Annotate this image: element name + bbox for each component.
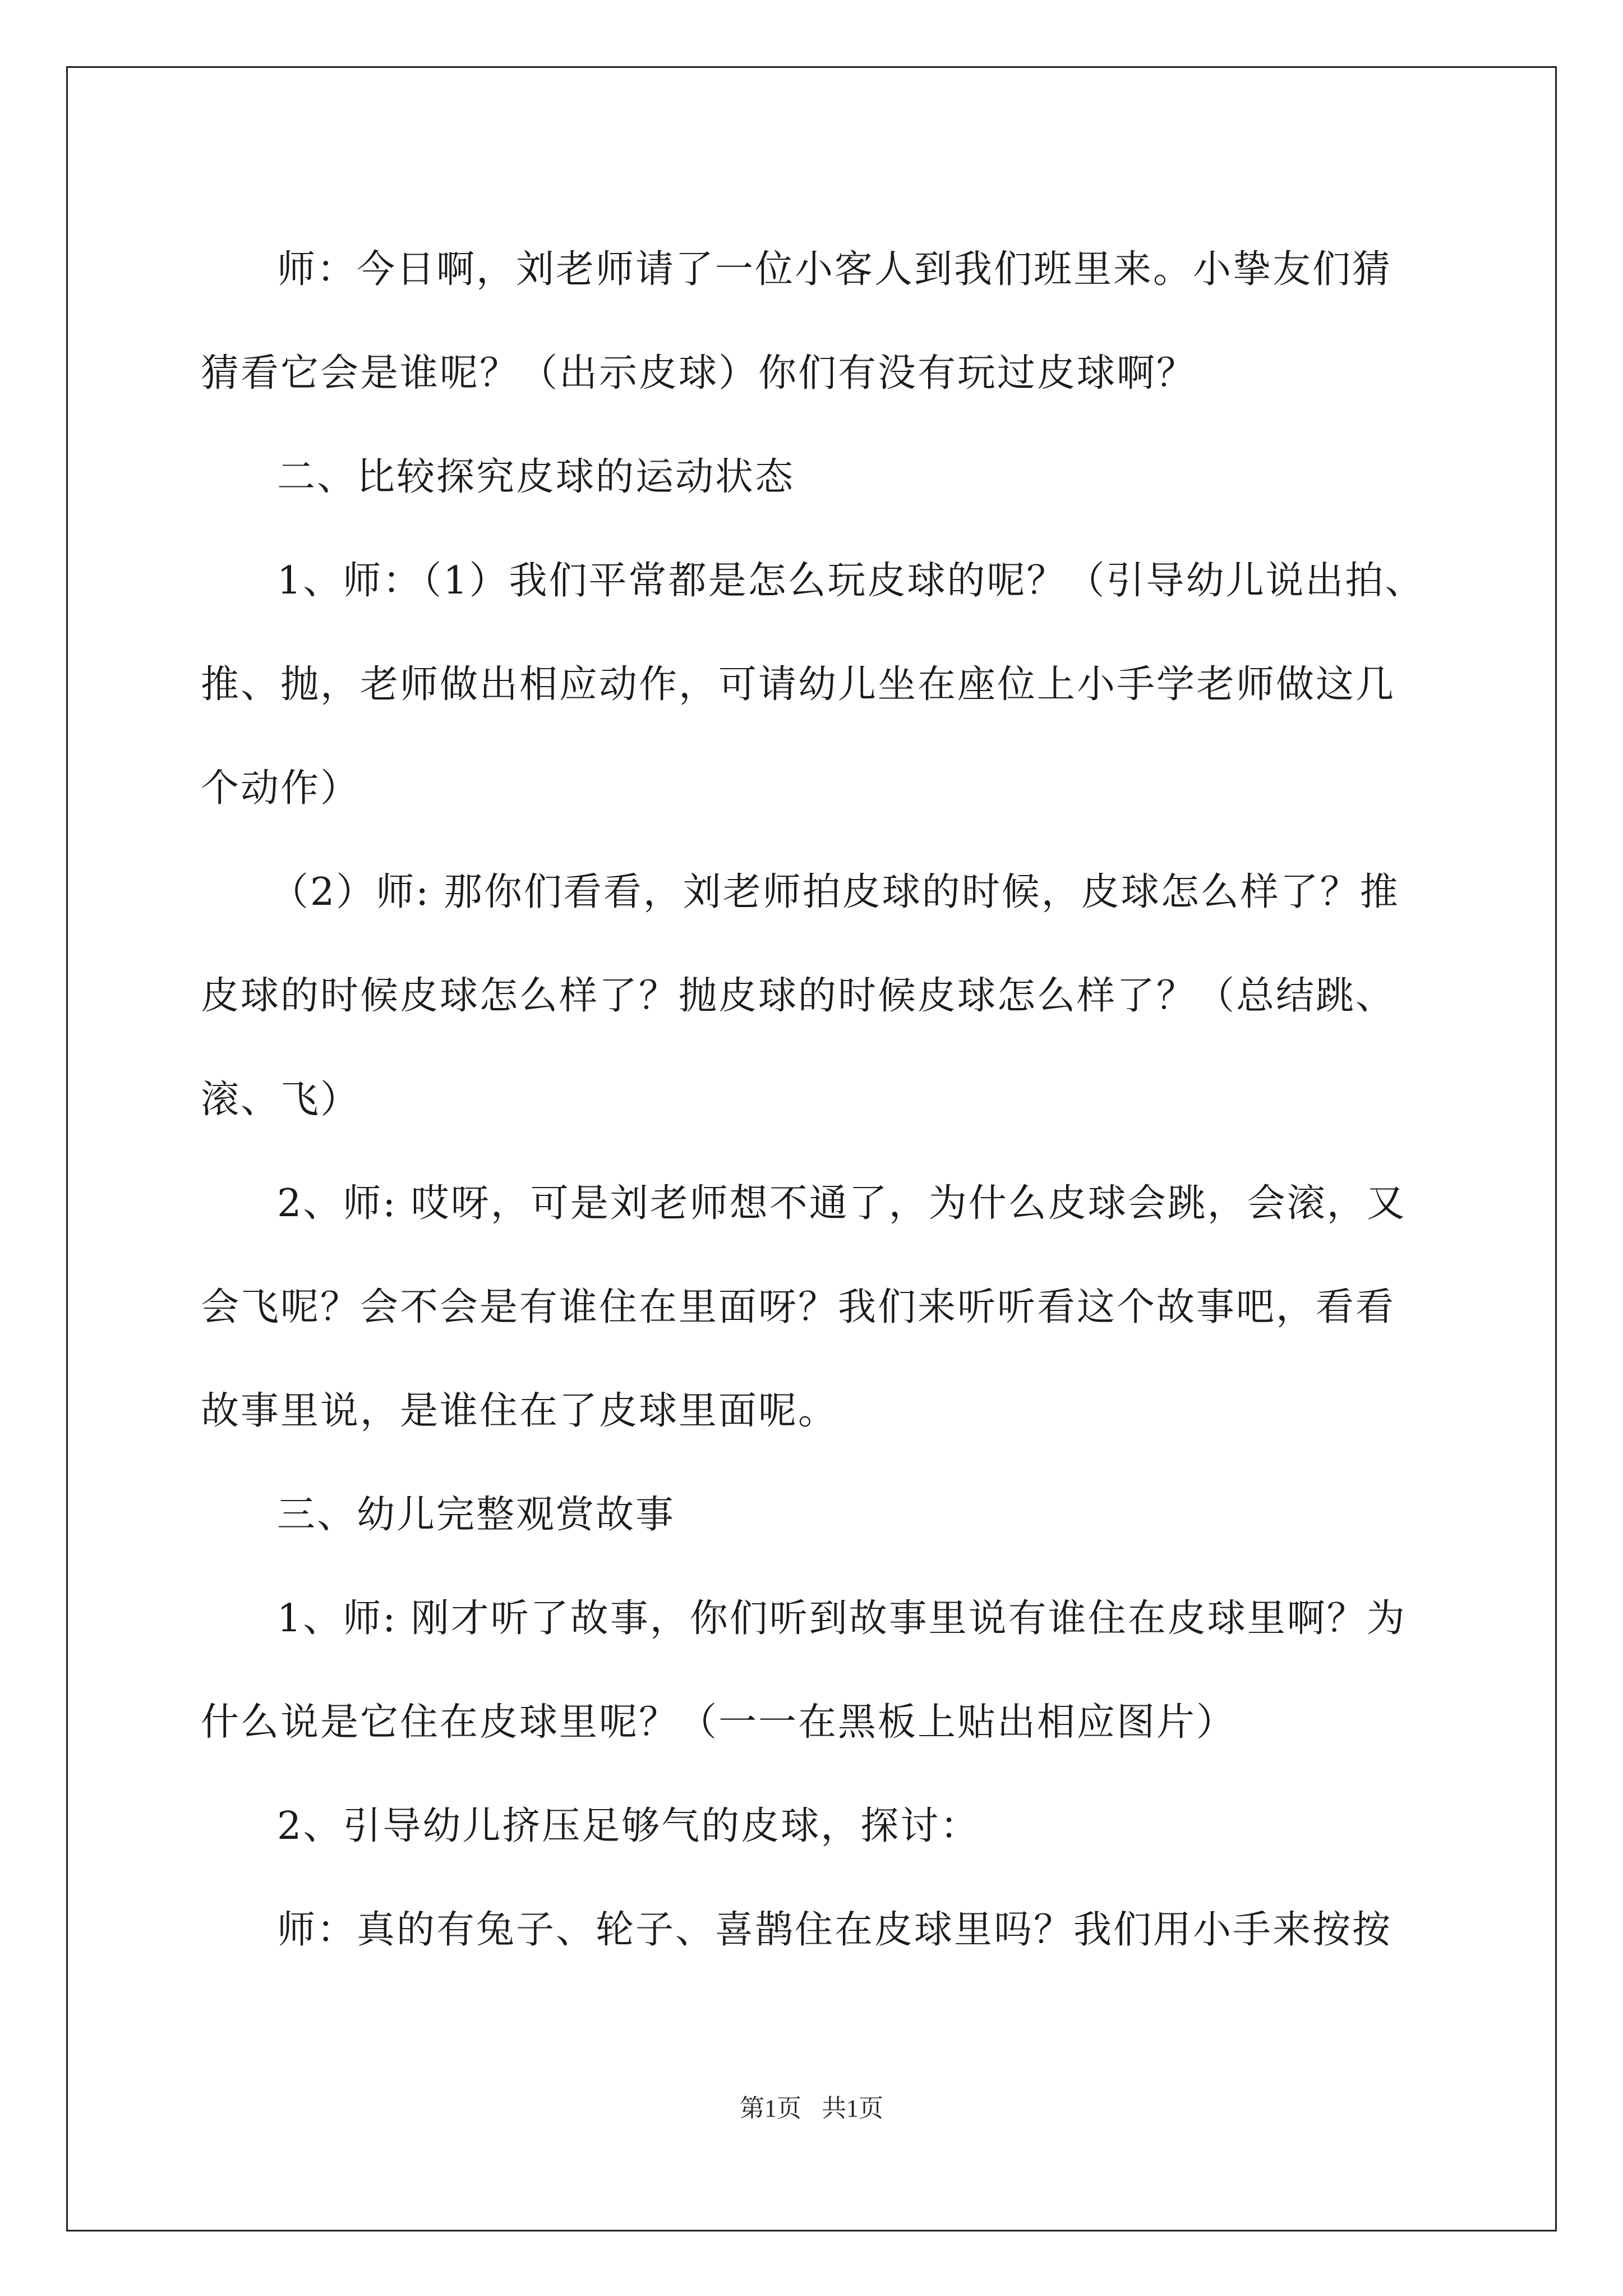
paragraph-line: 推、抛，老师做出相应动作，可请幼儿坐在座位上小手学老师做这几	[201, 662, 1396, 707]
paragraph-line: 故事里说，是谁住在了皮球里面呢。	[201, 1389, 838, 1433]
section-heading: 三、幼儿完整观赏故事	[277, 1493, 676, 1537]
paragraph-line: 1、师：（1）我们平常都是怎么玩皮球的呢？（引导幼儿说出拍、	[277, 559, 1425, 603]
paragraph-line: 皮球的时候皮球怎么样了？抛皮球的时候皮球怎么样了？（总结跳、	[201, 974, 1396, 1018]
document-body	[201, 218, 1429, 1982]
paragraph-line: 师：今日啊，刘老师请了一位小客人到我们班里来。小挚友们猜	[277, 247, 1393, 292]
paragraph-line: 滚、飞）	[201, 1078, 361, 1122]
paragraph-line: 什么说是它住在皮球里呢？（一一在黑板上贴出相应图片）	[201, 1700, 1237, 1745]
paragraph-line: 个动作）	[201, 766, 361, 811]
paragraph-line: 猜看它会是谁呢？（出示皮球）你们有没有玩过皮球啊？	[201, 351, 1197, 395]
page-number-current: 第1页	[740, 2095, 801, 2122]
paragraph-line: 2、师: 哎呀，可是刘老师想不通了，为什么皮球会跳，会滚，又	[277, 1181, 1407, 1226]
paragraph-line: 师：真的有兔子、轮子、喜鹊住在皮球里吗？我们用小手来按按	[277, 1908, 1393, 1952]
paragraph-line: 2、引导幼儿挤压足够气的皮球，探讨：	[277, 1804, 980, 1848]
paragraph-line: 会飞呢？会不会是有谁住在里面呀？我们来听听看这个故事吧，看看	[201, 1285, 1396, 1329]
page-number-total: 共1页	[822, 2095, 883, 2122]
section-heading: 二、比较探究皮球的运动状态	[277, 455, 795, 499]
paragraph-line: （2）师: 那你们看看，刘老师拍皮球的时候，皮球怎么样了？推	[270, 870, 1400, 914]
page-footer	[0, 2088, 1623, 2124]
paragraph-line: 1、师: 刚才听了故事，你们听到故事里说有谁住在皮球里啊？为	[277, 1596, 1407, 1641]
